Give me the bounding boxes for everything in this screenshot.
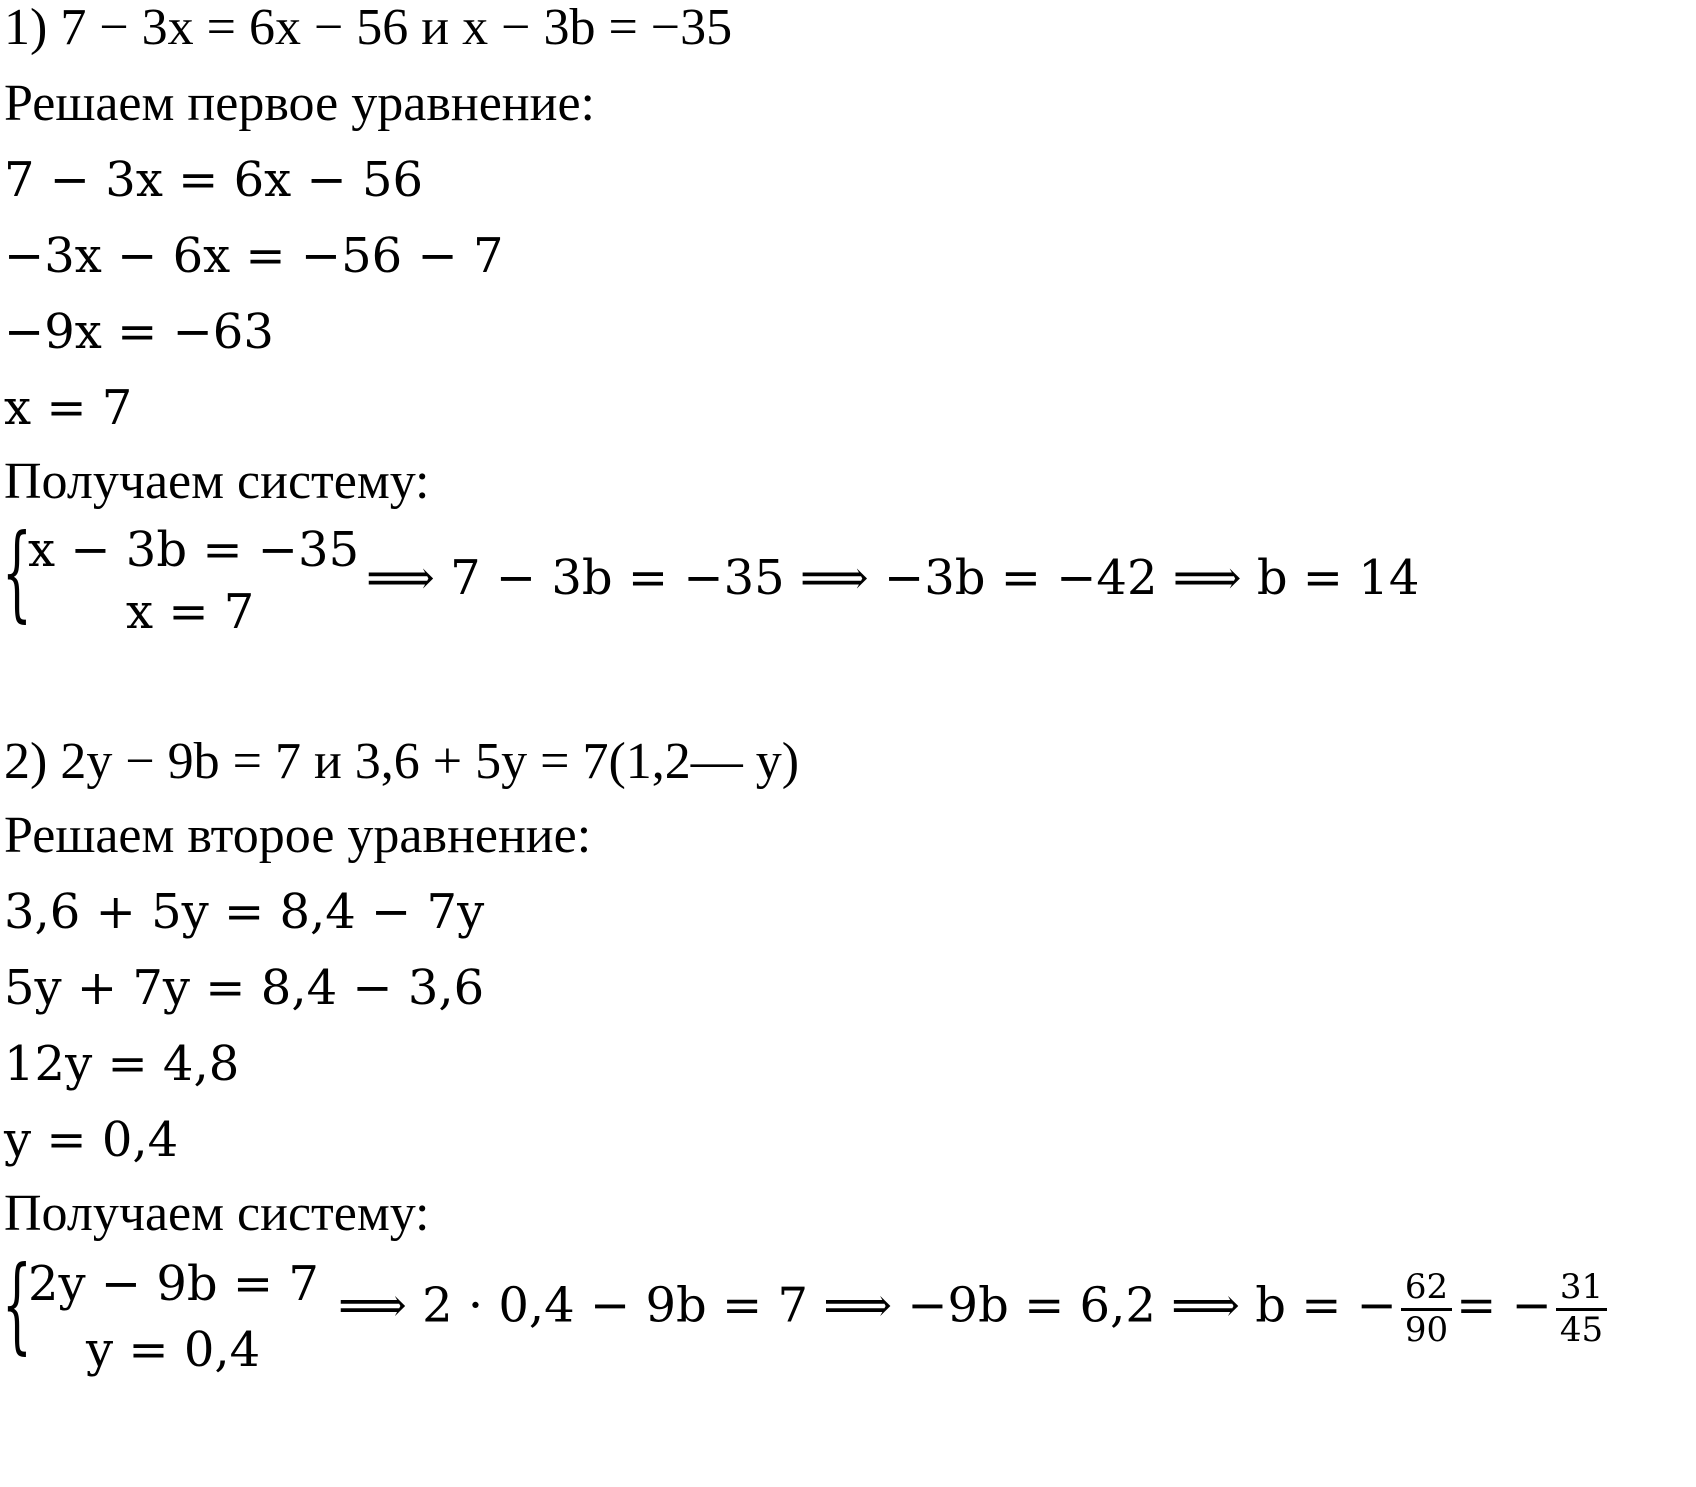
part1-step-3: −9x = −63 <box>4 304 274 360</box>
fraction-numerator: 31 <box>1556 1270 1607 1311</box>
part1-system-row-1: x − 3b = −35 <box>28 522 360 578</box>
part1-header: 1) 7 − 3x = 6x − 56 и x − 3b = −35 <box>4 0 733 56</box>
part1-system-brace: { <box>2 511 32 633</box>
fraction-31-45 <box>1556 1267 1607 1350</box>
part1-system-label: Получаем систему: <box>4 453 430 510</box>
part2-system-label: Получаем систему: <box>4 1185 430 1242</box>
part2-step-4: y = 0,4 <box>4 1112 179 1168</box>
part1-intro: Решаем первое уравнение: <box>4 75 595 132</box>
part2-step-3: 12y = 4,8 <box>4 1036 240 1092</box>
part2-system-row-2: y = 0,4 <box>86 1322 261 1378</box>
part2-header: 2) 2y − 9b = 7 и 3,6 + 5y = 7(1,2— y) <box>4 733 800 790</box>
part2-system-row-1: 2y − 9b = 7 <box>28 1256 319 1312</box>
fraction-denominator: 45 <box>1559 1309 1604 1350</box>
fraction-62-90 <box>1401 1267 1452 1350</box>
fraction-denominator: 90 <box>1404 1309 1449 1350</box>
part1-step-4: x = 7 <box>4 380 133 436</box>
part2-chain-middle: = − <box>1456 1277 1552 1334</box>
part1-step-1: 7 − 3x = 6x − 56 <box>4 152 424 208</box>
part1-solution-chain: ⟹ 7 − 3b = −35 ⟹ −3b = −42 ⟹ b = 14 <box>366 550 1420 606</box>
part1-system-row-2: x = 7 <box>126 584 255 640</box>
part1-step-2: −3x − 6x = −56 − 7 <box>4 228 504 284</box>
part2-chain-prefix: ⟹ 2 · 0,4 − 9b = 7 ⟹ −9b = 6,2 ⟹ b = − <box>338 1277 1397 1334</box>
part2-solution-chain <box>338 1267 1611 1350</box>
part2-step-1: 3,6 + 5y = 8,4 − 7y <box>4 884 485 940</box>
part2-step-2: 5y + 7y = 8,4 − 3,6 <box>4 960 485 1016</box>
fraction-numerator: 62 <box>1401 1270 1452 1311</box>
part2-system-brace: { <box>2 1243 32 1365</box>
part2-intro: Решаем второе уравнение: <box>4 807 592 864</box>
